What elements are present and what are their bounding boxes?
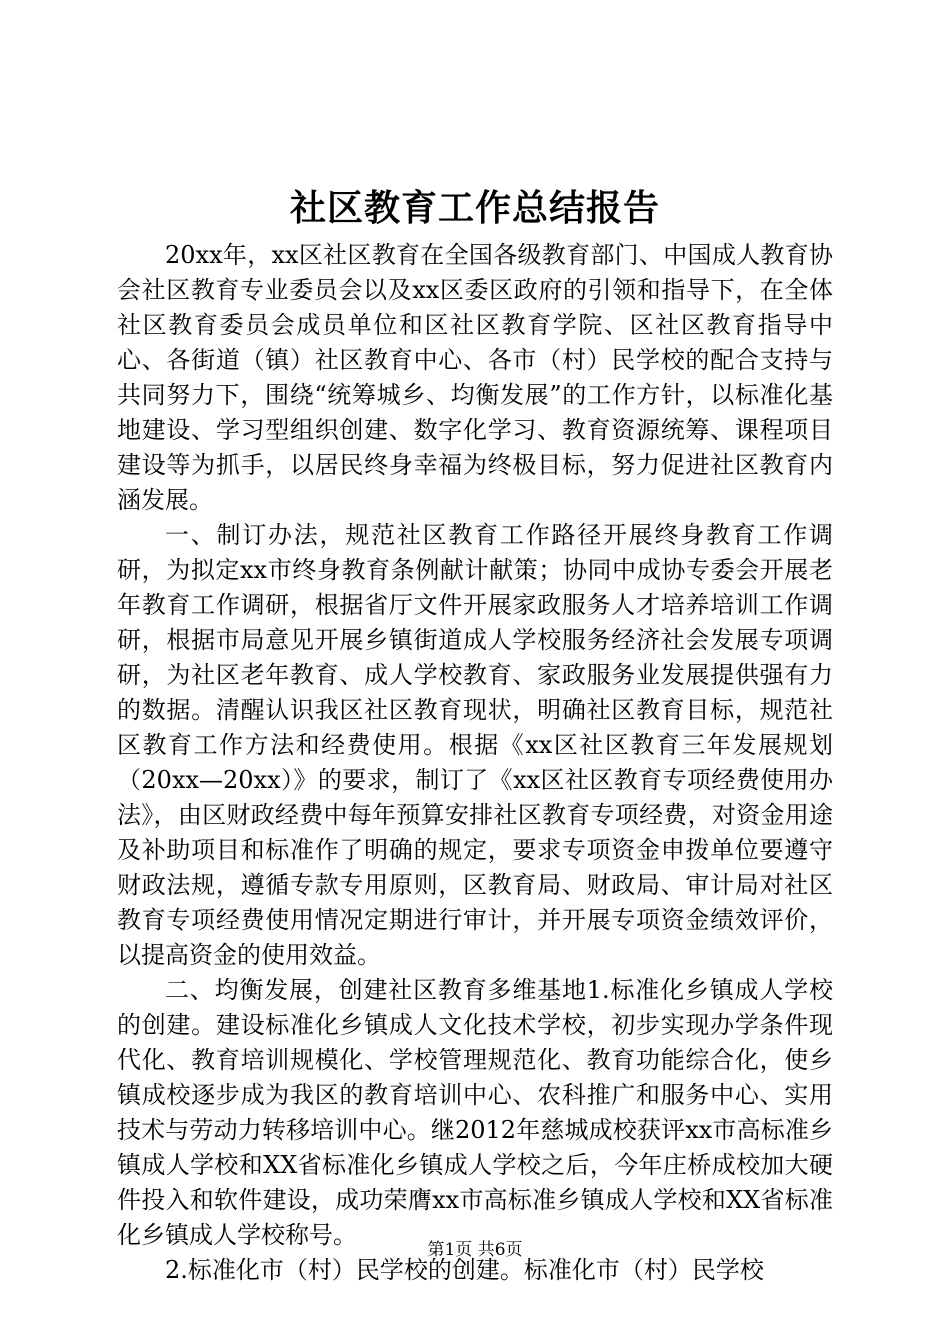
document-title: 社区教育工作总结报告 — [289, 187, 660, 229]
page-number-footer: 第1页 共6页 — [427, 1240, 523, 1260]
document-body — [117, 238, 833, 1288]
paragraph-section-1: 一、制订办法，规范社区教育工作路径开展终身教育工作调研，为拟定xx市终身教育条例献计献策；协同中成协专委会开展老年教育工作调研，根据省厅文件开展家政服务人才培养培训工作调研，根据市局意见开展乡镇街道成人学校服务经济社会发展专项调研，为社区老年教育、成人学校教育、家政服务业发展提供强有力的数据。清醒认识我区社区教育现状，明确社区教育目标，规范社区教育工作方法和经费使用。根据《xx区社区教育三年发展规划（20xx—20xx）》的要求，制订了《xx区社区教育专项经费使用办法》，由区财政经费中每年预算安排社区教育专项经费，对资金用途及补助项目和标准作了明确的规定，要求专项资金申拨单位要遵守财政法规，遵循专款专用原则，区教育局、财政局、审计局对社区教育专项经费使用情况定期进行审计，并开展专项资金绩效评价，以提高资金的使用效益。 — [117, 521, 833, 969]
paragraph-section-2-item-2: 2.标准化市（村）民学校的创建。标准化市（村）民学校 — [165, 1256, 764, 1284]
paragraph-section-2: 二、均衡发展，创建社区教育多维基地1.标准化乡镇成人学校的创建。建设标准化乡镇成人文化技术学校，初步实现办学条件现代化、教育培训规模化、学校管理规范化、教育功能综合化，使乡镇成校逐步成为我区的教育培训中心、农科推广和服务中心、实用技术与劳动力转移培训中心。继2012年慈城成校获评xx市高标准乡镇成人学校和XX省标准化乡镇成人学校之后，今年庄桥成校加大硬件投入和软件建设，成功荣膺xx市高标准乡镇成人学校和XX省标准化乡镇成人学校称号。 — [117, 976, 833, 1249]
paragraph-intro: 20xx年，xx区社区教育在全国各级教育部门、中国成人教育协会社区教育专业委员会以及xx区委区政府的引领和指导下，在全体社区教育委员会成员单位和区社区教育学院、区社区教育指导中心、各街道（镇）社区教育中心、各市（村）民学校的配合支持与共同努力下，围绕“统筹城乡、均衡发展”的工作方针，以标准化基地建设、学习型组织创建、数字化学习、教育资源统筹、课程项目建设等为抓手，以居民终身幸福为终极目标，努力促进社区教育内涵发展。 — [117, 241, 833, 514]
